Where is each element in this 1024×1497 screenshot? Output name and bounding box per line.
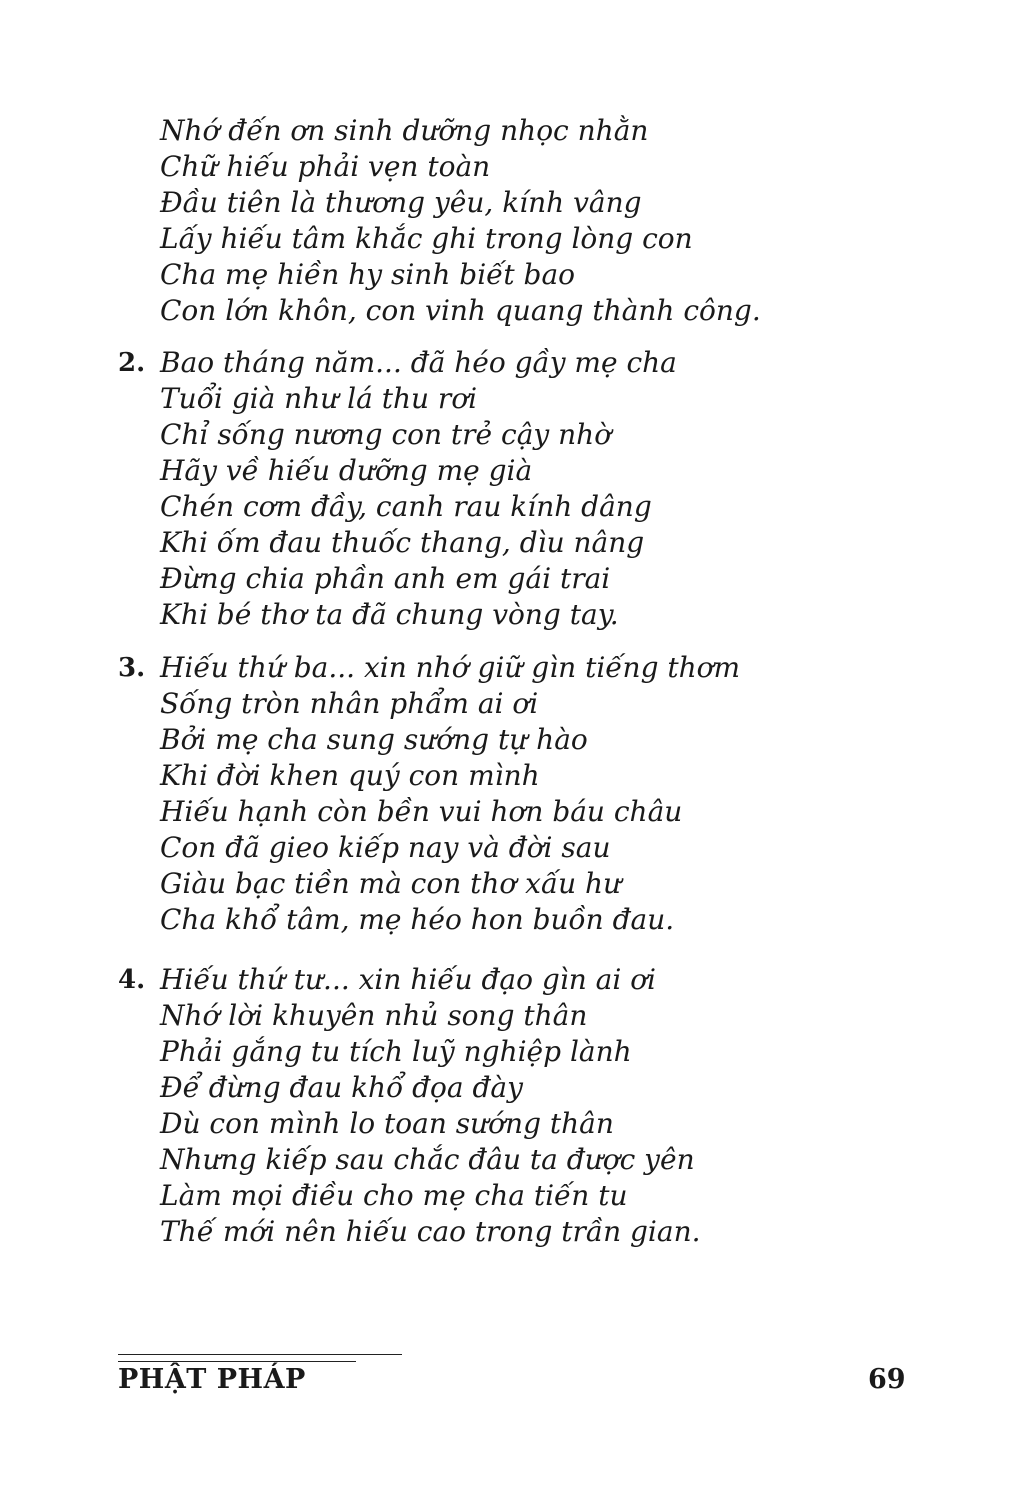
footer-rule-bottom bbox=[118, 1361, 356, 1362]
stanza-1 bbox=[118, 113, 761, 329]
footer-rule-top bbox=[118, 1354, 402, 1355]
verse-line: Đầu tiên là thương yêu, kính vâng bbox=[160, 186, 642, 219]
verse-line: Nhớ lời khuyên nhủ song thân bbox=[160, 999, 588, 1032]
verse-line: Chén cơm đầy, canh rau kính dâng bbox=[160, 490, 652, 523]
verse-line: Làm mọi điều cho mẹ cha tiến tu bbox=[160, 1179, 628, 1212]
verse-line: 3. Hiếu thứ ba... xin nhớ giữ gìn tiếng thơm bbox=[118, 651, 741, 684]
verse-line: Hiếu hạnh còn bền vui hơn báu châu bbox=[160, 795, 683, 828]
verse-line: Chữ hiếu phải vẹn toàn bbox=[160, 150, 491, 183]
stanza-number: 3. bbox=[118, 653, 146, 683]
verse-line: Để đừng đau khổ đọa đày bbox=[160, 1071, 523, 1104]
verse-line: Lấy hiếu tâm khắc ghi trong lòng con bbox=[160, 222, 693, 255]
footer-title: PHẬT PHÁP bbox=[118, 1364, 306, 1395]
verse-line: Thế mới nên hiếu cao trong trần gian. bbox=[160, 1215, 701, 1248]
verse-line: Con lớn khôn, con vinh quang thành công. bbox=[160, 294, 761, 327]
verse-line: Khi ốm đau thuốc thang, dìu nâng bbox=[160, 526, 645, 559]
verse-line: Cha khổ tâm, mẹ héo hon buồn đau. bbox=[160, 903, 675, 936]
verse-line: Nhớ đến ơn sinh dưỡng nhọc nhằn bbox=[160, 114, 649, 147]
verse-line: 4. Hiếu thứ tư... xin hiếu đạo gìn ai ơi bbox=[118, 963, 657, 996]
verse-line: Sống tròn nhân phẩm ai ơi bbox=[160, 687, 539, 720]
verse-line: Bởi mẹ cha sung sướng tự hào bbox=[160, 723, 588, 756]
verse-line: Chỉ sống nương con trẻ cậy nhờ bbox=[160, 418, 612, 451]
verse-line: Tuổi già như lá thu rơi bbox=[160, 382, 478, 415]
verse-line: Phải gắng tu tích luỹ nghiệp lành bbox=[160, 1035, 632, 1068]
verse-line: 2. Bao tháng năm... đã héo gầy mẹ cha bbox=[118, 346, 677, 379]
stanza-3 bbox=[118, 650, 740, 938]
stanza-2 bbox=[118, 345, 677, 633]
verse-line: Đừng chia phần anh em gái trai bbox=[160, 562, 611, 595]
verse-line: Giàu bạc tiền mà con thơ xấu hư bbox=[160, 867, 622, 900]
stanza-number: 4. bbox=[118, 965, 146, 995]
page-number: 69 bbox=[868, 1364, 906, 1395]
stanza-4 bbox=[118, 962, 701, 1250]
verse-line: Dù con mình lo toan sướng thân bbox=[160, 1107, 614, 1140]
verse-line: Khi đời khen quý con mình bbox=[160, 759, 540, 792]
stanza-number: 2. bbox=[118, 348, 146, 378]
verse-line: Cha mẹ hiền hy sinh biết bao bbox=[160, 258, 575, 291]
verse-line: Khi bé thơ ta đã chung vòng tay. bbox=[160, 598, 619, 631]
verse-line: Nhưng kiếp sau chắc đâu ta được yên bbox=[160, 1143, 695, 1176]
verse-line: Hãy về hiếu dưỡng mẹ già bbox=[160, 454, 533, 487]
verse-line: Con đã gieo kiếp nay và đời sau bbox=[160, 831, 611, 864]
